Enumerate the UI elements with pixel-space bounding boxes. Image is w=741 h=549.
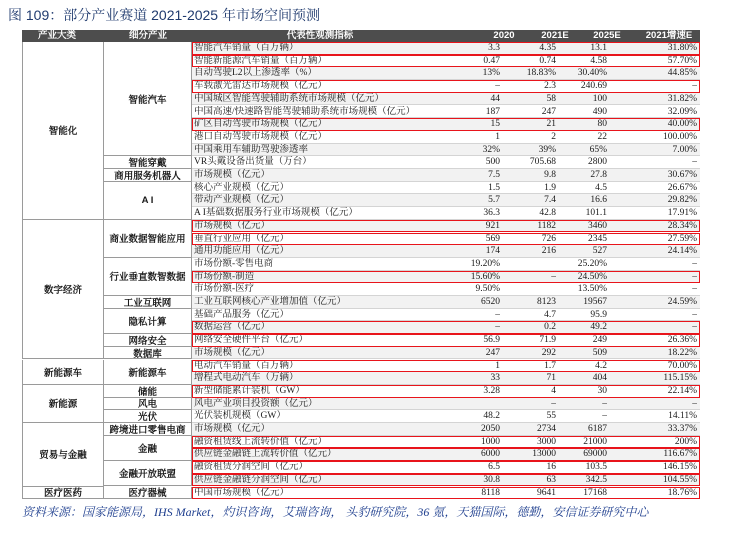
value-2020-cell: 1 <box>495 360 500 371</box>
value-2020-cell: 1 <box>495 131 500 142</box>
indicator-cell: 新型储能累计装机（GW） <box>194 385 305 396</box>
value-2021e-cell: – <box>551 271 556 282</box>
segment-cell: 风电 <box>104 398 192 411</box>
segment-cell: 新能源车 <box>104 360 192 385</box>
value-2025e-cell: 13.1 <box>590 43 607 53</box>
value-2025e-cell: 30.40% <box>577 68 607 79</box>
value-2021e-cell: 7.4 <box>544 195 556 206</box>
value-2021e-cell: 39% <box>538 144 556 155</box>
table-row <box>192 283 700 296</box>
source-note: 资料来源：国家能源局，IHS Market，灼识咨询，艾瑞咨询， 头豹研究院，36 氪，天猫国际，德勤，安信证券研究中心 <box>22 505 649 519</box>
value-2025e-cell: 49.2 <box>590 322 607 333</box>
segment-cell: 智能汽车 <box>104 42 192 156</box>
category-cell: 新能源车 <box>22 360 104 385</box>
table-row <box>192 410 700 423</box>
growth-2021e-cell: 7.00% <box>672 144 697 155</box>
indicator-cell: 网络安全硬件平台（亿元） <box>194 335 309 346</box>
value-2021e-cell: 2734 <box>537 424 556 434</box>
value-2021e-cell: 1.9 <box>544 182 556 193</box>
value-2020-cell: 569 <box>485 233 500 244</box>
growth-2021e-cell: – <box>692 322 697 333</box>
value-2021e-cell: 8123 <box>537 297 556 307</box>
value-2025e-cell: 527 <box>592 246 607 257</box>
header-growth-2021e: 2021增速E <box>645 30 693 41</box>
value-2021e-cell: 2.3 <box>544 81 556 92</box>
table-row <box>192 80 700 93</box>
value-2021e-cell: 16 <box>546 462 556 473</box>
value-2025e-cell: 21000 <box>583 436 607 447</box>
value-2025e-cell: 2800 <box>588 157 607 168</box>
value-2021e-cell: 0.74 <box>539 55 556 66</box>
segment-cell: 隐私计算 <box>104 309 192 334</box>
value-2025e-cell: 100 <box>592 93 607 104</box>
indicator-cell: 市场规模（亿元） <box>194 220 271 231</box>
indicator-cell: 中国乘用车辅助驾驶渗透率 <box>194 144 309 155</box>
value-2020-cell: 36.3 <box>483 208 500 219</box>
value-2020-cell: 3.3 <box>488 43 500 53</box>
table-row <box>192 220 700 233</box>
value-2021e-cell: 63 <box>546 474 556 485</box>
segment-cell: 商用服务机器人 <box>104 169 192 182</box>
header-segment: 细分产业 <box>128 30 167 41</box>
segment-cell: A I <box>104 182 192 220</box>
growth-2021e-cell: 100.00% <box>662 131 697 142</box>
indicator-cell: 市场份额-医疗 <box>194 284 255 295</box>
segment-cell: 网络安全 <box>104 334 192 347</box>
value-2021e-cell: 4 <box>551 385 556 396</box>
value-2025e-cell: 16.6 <box>590 195 607 206</box>
value-2025e-cell: 17168 <box>583 487 607 498</box>
value-2021e-cell: 9.8 <box>544 170 556 180</box>
value-2021e-cell: 42.8 <box>539 208 556 219</box>
value-2021e-cell: 13000 <box>532 449 556 460</box>
value-2025e-cell: 103.5 <box>585 462 607 473</box>
value-2025e-cell: 69000 <box>583 449 607 460</box>
indicator-cell: 电动汽车销量（百万辆） <box>194 360 299 371</box>
table-row <box>192 182 700 195</box>
table-row <box>192 347 700 360</box>
value-2025e-cell: 27.8 <box>590 170 607 180</box>
value-2021e-cell: 292 <box>541 347 556 358</box>
growth-2021e-cell: – <box>692 309 697 320</box>
growth-2021e-cell: 26.67% <box>667 182 697 193</box>
table-row <box>192 321 700 334</box>
indicator-cell: 光伏装机规模（GW） <box>194 411 286 422</box>
growth-2021e-cell: – <box>692 398 697 409</box>
value-2025e-cell: 13.50% <box>577 284 607 295</box>
value-2025e-cell: 6187 <box>588 424 607 434</box>
value-2020-cell: 48.2 <box>483 411 500 422</box>
value-2021e-cell: 1182 <box>537 220 556 231</box>
value-2025e-cell: 240.69 <box>580 81 607 92</box>
value-2020-cell: – <box>495 81 500 92</box>
table-header-row <box>22 30 700 42</box>
value-2025e-cell: 4.5 <box>595 182 607 193</box>
value-2020-cell: 1000 <box>481 436 500 447</box>
value-2020-cell: 6000 <box>481 449 500 460</box>
table-row <box>192 372 700 385</box>
growth-2021e-cell: 44.85% <box>667 68 697 79</box>
value-2020-cell: 500 <box>485 157 500 168</box>
growth-2021e-cell: 24.59% <box>667 297 697 307</box>
value-2020-cell: 32% <box>482 144 500 155</box>
growth-2021e-cell: 14.11% <box>668 411 697 422</box>
value-2020-cell: 187 <box>485 106 500 117</box>
value-2021e-cell: 247 <box>541 106 556 117</box>
growth-2021e-cell: 70.00% <box>667 360 697 371</box>
value-2020-cell: 7.5 <box>488 170 500 180</box>
value-2020-cell: 6520 <box>481 297 500 307</box>
value-2021e-cell: 18.83% <box>526 68 556 79</box>
table-row <box>192 461 700 474</box>
table-row <box>192 194 700 207</box>
segment-cell: 数据库 <box>104 347 192 360</box>
table-row <box>192 474 700 487</box>
indicator-cell: 市场规模（亿元） <box>194 347 271 358</box>
growth-2021e-cell: – <box>692 271 697 282</box>
table-row <box>192 55 700 68</box>
indicator-cell: 供应链金融链分润空间（亿元） <box>194 474 328 485</box>
table-row <box>192 169 700 182</box>
figure-title: 图 109：部分产业赛道 2021-2025 年市场空间预测 <box>8 7 320 23</box>
value-2025e-cell: 342.5 <box>585 474 607 485</box>
value-2020-cell: 13% <box>482 68 500 79</box>
value-2025e-cell: 4.2 <box>595 360 607 371</box>
header-2025e: 2025E <box>593 30 621 41</box>
growth-2021e-cell: 29.82% <box>667 195 697 206</box>
header-indicator: 代表性观测指标 <box>286 30 354 41</box>
value-2020-cell: 2050 <box>481 424 500 434</box>
growth-2021e-cell: 18.76% <box>667 487 697 498</box>
table-row <box>192 207 700 220</box>
indicator-cell: 融资租赁线上流转价值（亿元） <box>194 436 328 447</box>
value-2025e-cell: 101.1 <box>585 208 607 219</box>
indicator-cell: 市场份额-制造 <box>194 271 255 282</box>
value-2020-cell: 15.60% <box>470 271 500 282</box>
table-row <box>192 385 700 398</box>
value-2020-cell: 5.7 <box>488 195 500 206</box>
table-row <box>192 334 700 347</box>
growth-2021e-cell: 116.67% <box>663 449 697 460</box>
segment-cell: 工业互联网 <box>104 296 192 309</box>
table-row <box>192 448 700 461</box>
value-2025e-cell: – <box>602 411 607 422</box>
header-category: 产业大类 <box>37 30 76 41</box>
growth-2021e-cell: 32.09% <box>667 106 697 117</box>
category-cell: 医疗医药 <box>22 487 104 500</box>
value-2020-cell: 921 <box>485 220 500 231</box>
indicator-cell: 核心产业规模（亿元） <box>194 182 290 193</box>
value-2020-cell: 1.5 <box>488 182 500 193</box>
growth-2021e-cell: 115.15% <box>663 373 697 384</box>
value-2021e-cell: 71.9 <box>539 335 556 346</box>
segment-cell: 金融开放联盟 <box>104 461 192 486</box>
indicator-cell: 供应链金融链上流转价值（亿元） <box>194 449 337 460</box>
table-row <box>192 271 700 284</box>
value-2021e-cell: 1.7 <box>544 360 556 371</box>
indicator-cell: 市场规模（亿元） <box>194 170 271 180</box>
table-row <box>192 93 700 106</box>
table-row <box>192 487 700 500</box>
table-row <box>192 118 700 131</box>
table-row <box>192 144 700 157</box>
indicator-cell: 风电产业项目投资额（亿元） <box>194 398 318 409</box>
value-2025e-cell: 80 <box>597 119 607 130</box>
growth-2021e-cell: – <box>692 81 697 92</box>
table-row <box>192 42 700 55</box>
indicator-cell: 增程式电动汽车（万辆） <box>194 373 299 384</box>
table-row <box>192 423 700 436</box>
indicator-cell: 车载激光雷达市场规模（亿元） <box>194 81 328 92</box>
value-2020-cell: 0.47 <box>483 55 500 66</box>
indicator-cell: A I基础数据服务行业市场规模（亿元） <box>194 208 358 219</box>
segment-cell: 行业垂直数智数据 <box>104 258 192 296</box>
value-2025e-cell: 22 <box>597 131 607 142</box>
value-2025e-cell: 509 <box>592 347 607 358</box>
value-2025e-cell: 3460 <box>588 220 607 231</box>
segment-cell: 医疗器械 <box>104 487 192 500</box>
growth-2021e-cell: 17.91% <box>667 208 697 219</box>
indicator-cell: 市场份额-零售电商 <box>194 258 274 269</box>
growth-2021e-cell: 18.22% <box>667 347 697 358</box>
value-2025e-cell: 490 <box>592 106 607 117</box>
value-2025e-cell: 2345 <box>588 233 607 244</box>
growth-2021e-cell: 26.36% <box>667 335 697 346</box>
value-2025e-cell: 249 <box>592 335 607 346</box>
header-2020: 2020 <box>493 30 515 41</box>
table-row <box>192 233 700 246</box>
growth-2021e-cell: 27.59% <box>667 233 697 244</box>
indicator-cell: 通用功能应用（亿元） <box>194 246 290 257</box>
value-2020-cell: 19.20% <box>470 258 500 269</box>
growth-2021e-cell: – <box>692 157 697 168</box>
growth-2021e-cell: 31.82% <box>667 93 697 104</box>
table-row <box>192 131 700 144</box>
value-2025e-cell: 25.20% <box>577 258 607 269</box>
segment-cell: 智能穿戴 <box>104 156 192 169</box>
value-2020-cell: – <box>495 322 500 333</box>
growth-2021e-cell: 40.00% <box>667 119 697 130</box>
table-row <box>192 245 700 258</box>
value-2025e-cell: 404 <box>592 373 607 384</box>
indicator-cell: 融资租赁分润空间（亿元） <box>194 462 309 473</box>
growth-2021e-cell: 24.14% <box>667 246 697 257</box>
value-2025e-cell: 24.50% <box>577 271 607 282</box>
header-2021e: 2021E <box>541 30 569 41</box>
value-2021e-cell: 2 <box>551 131 556 142</box>
indicator-cell: VR头戴设备出货量（万台） <box>194 157 312 168</box>
table-row <box>192 398 700 411</box>
value-2021e-cell: 71 <box>546 373 556 384</box>
growth-2021e-cell: – <box>692 284 697 295</box>
indicator-cell: 市场规模（亿元） <box>194 424 271 434</box>
value-2021e-cell: 55 <box>546 411 556 422</box>
growth-2021e-cell: 22.14% <box>667 385 697 396</box>
value-2021e-cell: 58 <box>546 93 556 104</box>
value-2021e-cell: – <box>551 398 556 409</box>
value-2020-cell: 15 <box>490 119 500 130</box>
value-2021e-cell: 726 <box>541 233 556 244</box>
value-2020-cell: 56.9 <box>483 335 500 346</box>
segment-cell: 储能 <box>104 385 192 398</box>
value-2025e-cell: 65% <box>589 144 607 155</box>
growth-2021e-cell: 28.34% <box>667 220 697 231</box>
category-cell: 智能化 <box>22 42 104 220</box>
value-2021e-cell: 4.7 <box>544 309 556 320</box>
indicator-cell: 中国高速/快速路智能驾驶辅助系统市场规模（亿元） <box>194 106 416 117</box>
value-2021e-cell: 3000 <box>537 436 556 447</box>
value-2021e-cell: 4.35 <box>539 43 556 53</box>
table-row <box>192 156 700 169</box>
growth-2021e-cell: 31.80% <box>667 43 697 53</box>
indicator-cell: 数据运营（亿元） <box>194 322 271 333</box>
growth-2021e-cell: 146.15% <box>662 462 697 473</box>
segment-cell: 金融 <box>104 436 192 461</box>
value-2020-cell: 30.8 <box>483 474 500 485</box>
value-2020-cell: 33 <box>490 373 500 384</box>
category-cell: 贸易与金融 <box>22 423 104 487</box>
table-row <box>192 106 700 119</box>
growth-2021e-cell: – <box>692 258 697 269</box>
value-2025e-cell: 30 <box>597 385 607 396</box>
value-2020-cell: 6.5 <box>488 462 500 473</box>
indicator-cell: 智能汽车销量（百万辆） <box>194 43 299 53</box>
segment-cell: 商业数据智能应用 <box>104 220 192 258</box>
growth-2021e-cell: 30.67% <box>667 170 697 180</box>
value-2020-cell: 174 <box>485 246 500 257</box>
growth-2021e-cell: 104.55% <box>662 474 697 485</box>
value-2021e-cell: 21 <box>546 119 556 130</box>
value-2021e-cell: 705.68 <box>529 157 556 168</box>
value-2020-cell: 9.50% <box>475 284 500 295</box>
segment-cell: 跨境进口零售电商 <box>104 423 192 436</box>
value-2025e-cell: 95.9 <box>590 309 607 320</box>
value-2021e-cell: 0.2 <box>544 322 556 333</box>
value-2021e-cell: 216 <box>541 246 556 257</box>
table-row <box>192 258 700 271</box>
table-row <box>192 360 700 373</box>
table-row <box>192 67 700 80</box>
segment-cell: 光伏 <box>104 410 192 423</box>
value-2025e-cell: – <box>602 398 607 409</box>
indicator-cell: 基础产品服务（亿元） <box>194 309 290 320</box>
value-2020-cell: 8118 <box>481 487 500 498</box>
growth-2021e-cell: 57.70% <box>667 55 697 66</box>
indicator-cell: 带动产业规模（亿元） <box>194 195 290 206</box>
indicator-cell: 中国城区智能驾驶辅助系统市场规模（亿元） <box>194 93 385 104</box>
value-2020-cell: 247 <box>485 347 500 358</box>
value-2025e-cell: 4.58 <box>590 55 607 66</box>
indicator-cell: 中国市场规模（亿元） <box>194 487 290 498</box>
indicator-cell: 垂直行业应用（亿元） <box>194 233 290 244</box>
growth-2021e-cell: 200% <box>674 436 697 447</box>
category-cell: 新能源 <box>22 385 104 423</box>
forecast-table <box>22 30 700 500</box>
indicator-cell: 自动驾驶L2以上渗透率（%） <box>194 68 317 79</box>
value-2020-cell: – <box>495 309 500 320</box>
category-cell: 数字经济 <box>22 220 104 360</box>
indicator-cell: 矿区自动驾驶市场规模（亿元） <box>194 119 328 130</box>
value-2020-cell: 44 <box>490 93 500 104</box>
indicator-cell: 智能新能源汽车销量（百万辆） <box>194 55 328 66</box>
value-2025e-cell: 19567 <box>583 297 607 307</box>
indicator-cell: 工业互联网核心产业增加值（亿元） <box>194 297 347 307</box>
growth-2021e-cell: 33.37% <box>667 424 697 434</box>
table-row <box>192 296 700 309</box>
value-2021e-cell: 9641 <box>537 487 556 498</box>
table-row <box>192 309 700 322</box>
value-2020-cell: 3.28 <box>483 385 500 396</box>
indicator-cell: 港口自动驾驶市场规模（亿元） <box>194 131 328 142</box>
table-row <box>192 436 700 449</box>
